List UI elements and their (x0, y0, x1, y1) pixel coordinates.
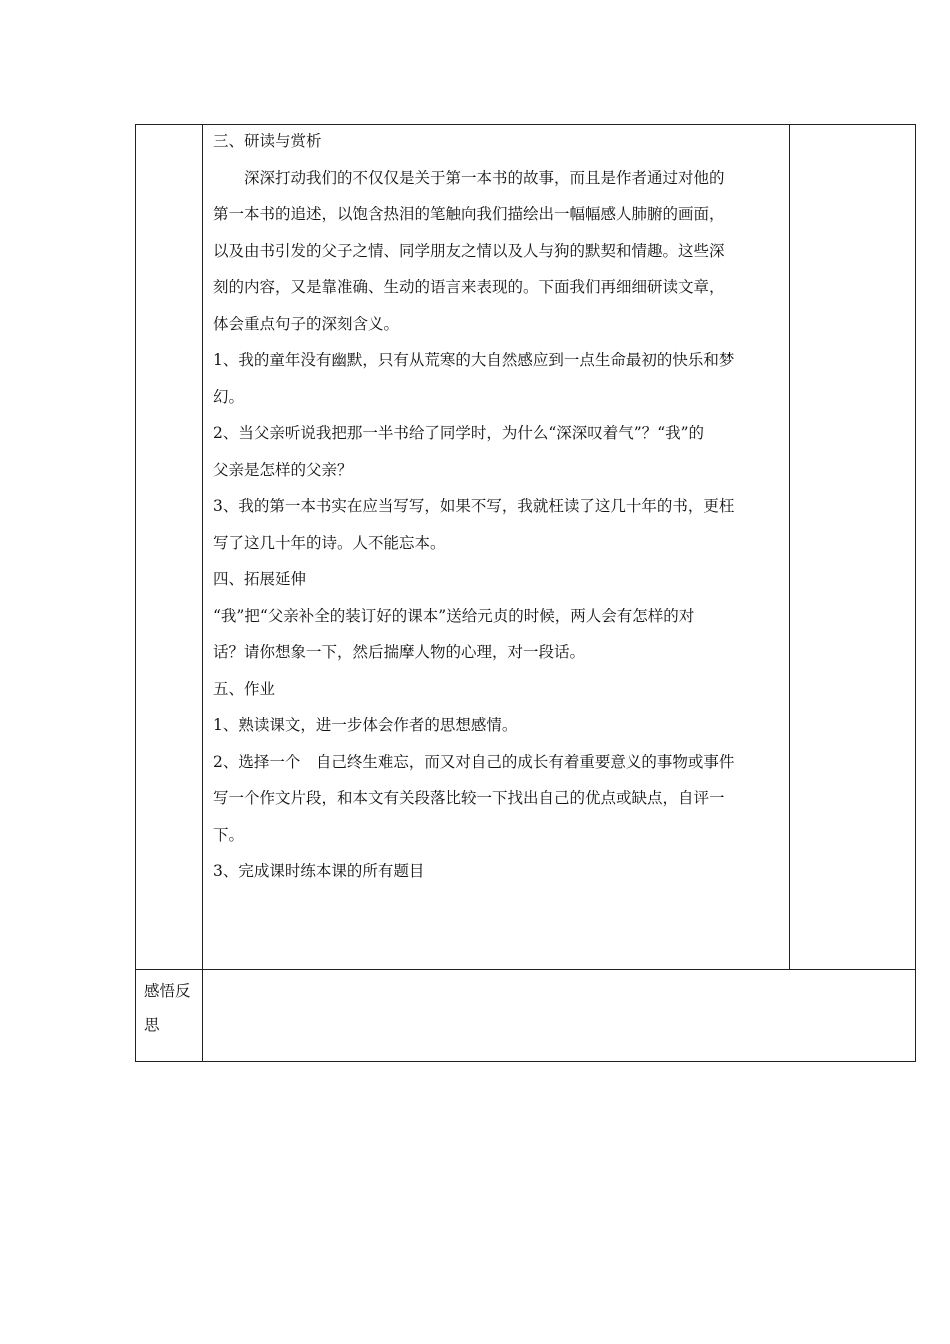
homework-item-2-line: 2、选择一个 自己终生难忘，而又对自己的成长有着重要意义的事物或事件 (213, 752, 735, 771)
right-empty-cell (790, 125, 916, 970)
content-row (136, 125, 916, 970)
homework-item-1: 1、熟读课文，进一步体会作者的思想感情。 (213, 716, 518, 734)
section3-para-line: 以及由书引发的父子之情、同学朋友之情以及人与狗的默契和情趣。这些深 (213, 241, 725, 260)
reflection-content-cell (203, 970, 916, 1062)
question-1-line: 幻。 (213, 387, 245, 406)
question-2-line: 2、当父亲听说我把那一半书给了同学时，为什么“深深叹着气”？“我”的 (213, 424, 705, 442)
question-1-line: 1、我的童年没有幽默，只有从荒寒的大自然感应到一点生命最初的快乐和梦 (213, 351, 735, 369)
section5-heading: 五、作业 (213, 679, 276, 698)
section3-para-line: 深深打动我们的不仅仅是关于第一本书的故事，而且是作者通过对他的 (244, 168, 725, 187)
homework-item-3: 3、完成课时练本课的所有题目 (213, 862, 425, 880)
section4-para-line: 话？请你想象一下，然后揣摩人物的心理，对一段话。 (213, 643, 586, 661)
reflection-label-cell (136, 970, 203, 1062)
question-3-line: 3、我的第一本书实在应当写写，如果不写，我就枉读了这几十年的书，更枉 (213, 497, 735, 515)
homework-item-2-line: 写一个作文片段，和本文有关段落比较一下找出自己的优点或缺点，自评一 (213, 789, 725, 807)
section3-para-line: 刻的内容，又是靠准确、生动的语言来表现的。下面我们再细细研读文章， (213, 278, 725, 296)
question-2-line: 父亲是怎样的父亲？ (213, 460, 353, 479)
content-cell (203, 125, 790, 970)
reflection-row (136, 970, 916, 1062)
section3-heading: 三、研读与赏析 (213, 132, 322, 150)
section3-para-line: 体会重点句子的深刻含义。 (213, 314, 400, 333)
question-3-line: 写了这几十年的诗。人不能忘本。 (213, 533, 446, 552)
section4-para-line: “我”把“父亲补全的装订好的课本”送给元贞的时候，两人会有怎样的对 (213, 606, 695, 625)
section4-heading: 四、拓展延伸 (213, 570, 307, 588)
lesson-plan-table (135, 124, 916, 1062)
left-empty-cell (136, 125, 203, 970)
homework-item-2-line: 下。 (213, 825, 245, 844)
section3-para-line: 第一本书的追述，以饱含热泪的笔触向我们描绘出一幅幅感人肺腑的画面， (213, 205, 725, 223)
reflection-label: 感悟反思 (144, 982, 191, 1034)
